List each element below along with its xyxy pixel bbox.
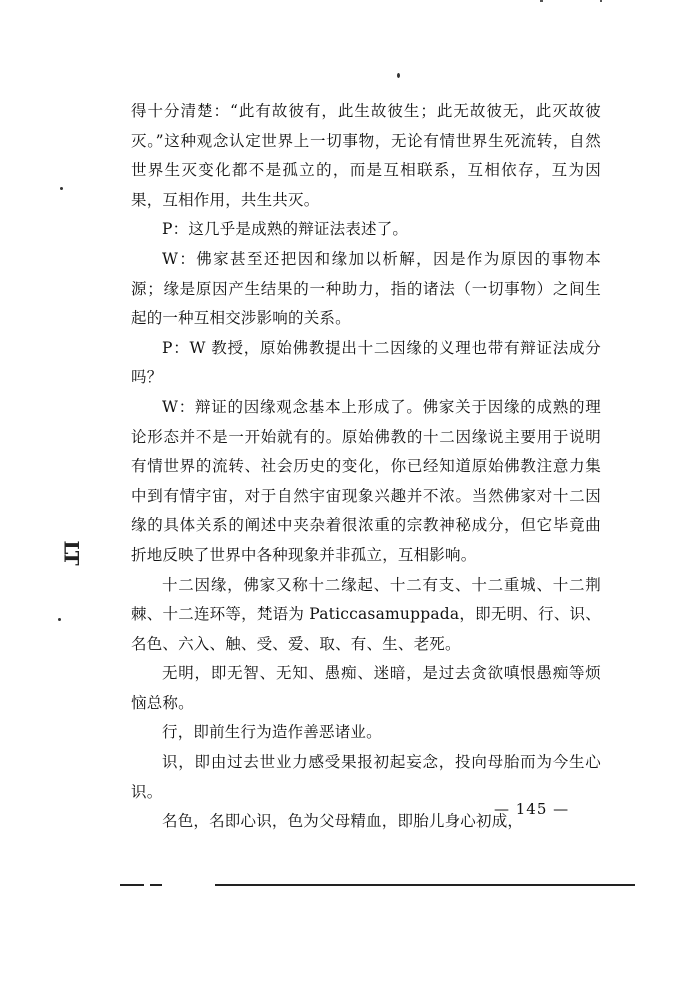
page-text xyxy=(131,97,601,837)
paragraph: 识，即由过去世业力感受果报初起妄念，投向母胎而为今生心识。 xyxy=(131,753,601,801)
page-number: — 145 — xyxy=(494,800,570,818)
paragraph: 得十分清楚：“此有故彼有，此生故彼生；此无故彼无，此灭故彼灭。”这种观念认定世界上一切事物，无论有情世界生死流转，自然世界生灭变化都不是孤立的，而是互相联系，互相依存，互为因果，互相作用，共生共灭。 xyxy=(131,102,601,209)
paragraph: 无明，即无智、无知、愚痴、迷暗，是过去贪欲嗔恨愚痴等烦恼总称。 xyxy=(131,664,601,712)
paragraph: P：W 教授，原始佛教提出十二因缘的义理也带有辩证法成分吗？ xyxy=(131,338,601,387)
scan-speck xyxy=(397,73,400,78)
bottom-edge-rule xyxy=(150,884,162,886)
paragraph: 名色，名即心识，色为父母精血，即胎儿身心初成， xyxy=(162,812,524,831)
paragraph: 十二因缘，佛家又称十二缘起、十二有支、十二重城、十二荆棘、十二连环等，梵语为 Paticcasamuppada，即无明、行、识、名色、六入、触、受、爱、取、有、生、老死。 xyxy=(131,575,601,653)
paragraph: P：这几乎是成熟的辩证法表述了。 xyxy=(162,220,409,239)
margin-mark: LT xyxy=(59,540,84,564)
paragraph: 行，即前生行为造作善恶诸业。 xyxy=(162,723,382,742)
top-edge-rule xyxy=(540,0,543,2)
scan-speck xyxy=(58,618,61,621)
scan-speck xyxy=(60,187,63,190)
bottom-edge-rule xyxy=(120,884,144,886)
paragraph: W：辩证的因缘观念基本上形成了。佛家关于因缘的成熟的理论形态并不是一开始就有的。原始佛教的十二因缘说主要用于说明有情世界的流转、社会历史的变化，你已经知道原始佛教注意力集中到有情宇宙，对于自然宇宙现象兴趣并不浓。当然佛家对十二因缘的具体关系的阐述中夹杂着很浓重的宗教神秘成分，但它毕竟曲折地反映了世界中各种现象并非孤立，互相影响。 xyxy=(131,397,601,564)
bottom-edge-rule xyxy=(215,884,635,886)
paragraph: W：佛家甚至还把因和缘加以析解，因是作为原因的事物本源；缘是原因产生结果的一种助力，指的诸法（一切事物）之间生起的一种互相交涉影响的关系。 xyxy=(131,249,601,328)
top-edge-rule xyxy=(600,0,602,2)
